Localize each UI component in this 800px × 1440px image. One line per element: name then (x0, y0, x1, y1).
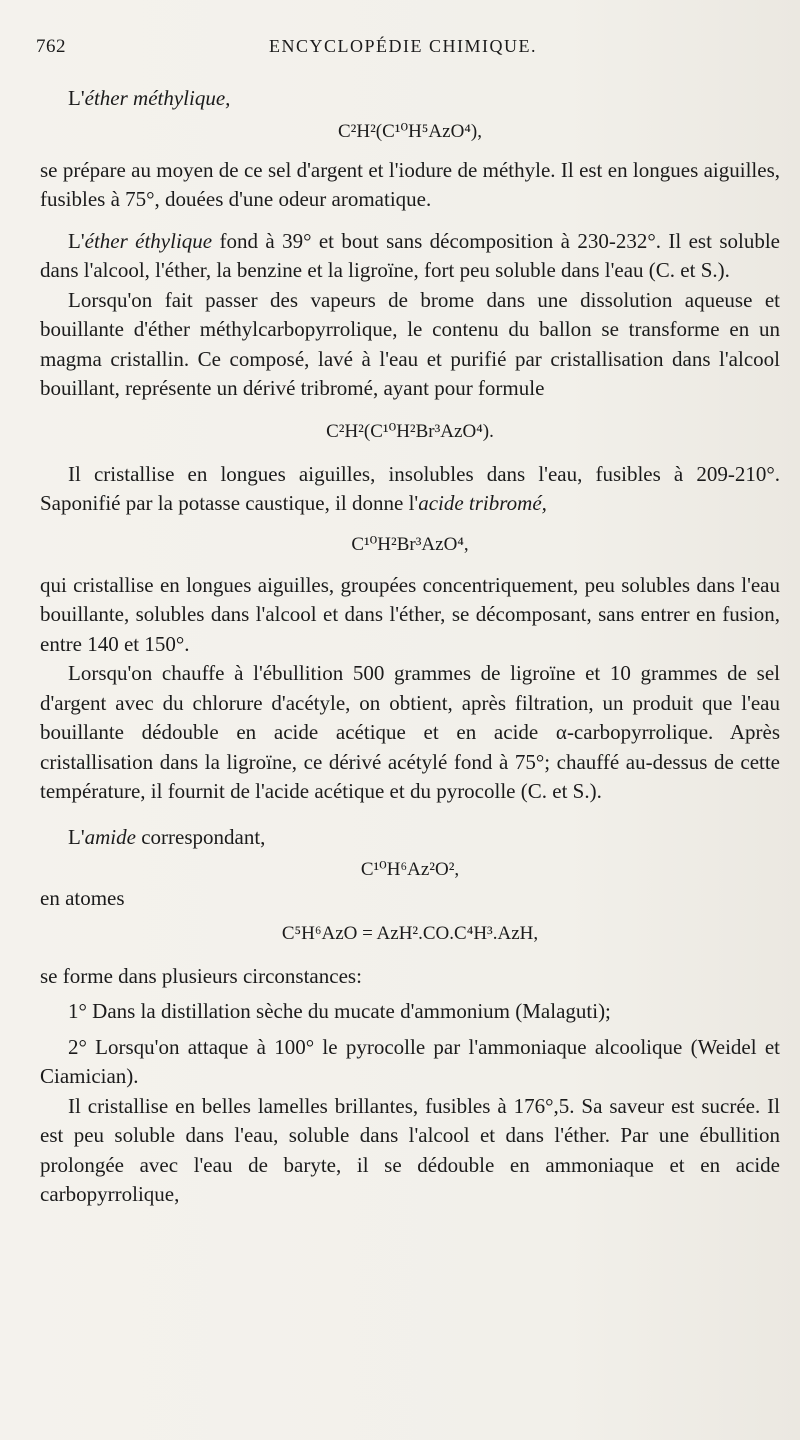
italic-term: acide tribromé, (418, 491, 547, 515)
paragraph-2: se prépare au moyen de ce sel d'argent et l'iodure de méthyle. Il est en longues aiguilles, fusibles à 75°, douées d'une odeur aromatique. (40, 157, 780, 211)
paragraph-7: Lorsqu'on chauffe à l'ébullition 500 grammes de ligroïne et 10 grammes de sel d'argent avec du chlorure d'acétyle, on obtient, après filtration, un produit que l'eau bouillante dédouble en acide acétique et en acide α-carbopyrrolique. Après cristallisation dans la ligroïne, ce dérivé acétylé fond à 75°; chauffé au-dessus de cette température, il fournit de l'acide acétique et du pyrocolle (C. et S.). (40, 661, 780, 803)
list-item-2: 2° Lorsqu'on attaque à 100° le pyrocolle par l'ammoniaque alcoolique (Weidel et Ciamician). (40, 1034, 780, 1088)
text-fragment: L' (68, 86, 85, 110)
formula-1: C²H²(C¹⁰H⁵AzO⁴), (337, 120, 483, 142)
paragraph-5 (40, 460, 780, 519)
paragraph-4: Lorsqu'on fait passer des vapeurs de brome dans une dissolution aqueuse et bouillante d'éther méthylcarbopyrrolique, le contenu du ballon se transforme en un magma cristallin. Ce composé, lavé à l'eau et purifié par cristallisation dans l'alcool bouillant, représente un dérivé tribromé, ayant pour formule (40, 287, 780, 400)
page-body (40, 78, 780, 1210)
formula-4: C¹⁰H⁶Az²O², (360, 859, 460, 880)
formula-2: C²H²(C¹⁰H²Br³AzO⁴). (326, 420, 494, 442)
paragraph-10: se forme dans plusieurs circonstances: (40, 963, 362, 988)
italic-term: éther méthylique, (84, 86, 231, 110)
italic-term: éther éthylique (84, 228, 213, 253)
text-fragment: fond à 39° et bout sans décomposition à 230-232°. Il est soluble dans l'alcool, l'éther, la benzine et la ligroïne, fort peu soluble dans l'eau (C. et S.). (40, 228, 780, 282)
paragraph-6: qui cristallise en longues aiguilles, groupées concentriquement, peu solubles dans l'eau bouillante, solubles dans l'alcool et dans l'éther, se décomposant, sans entrer en fusion, entre 140 et 150°. (40, 572, 780, 656)
paragraph-amide (40, 823, 780, 853)
paragraph-ether-ethylique (40, 227, 780, 286)
formula-5: C⁵H⁶AzO = AzH².CO.C⁴H³.AzH, (281, 922, 539, 944)
page-header (36, 36, 770, 66)
paragraph-9: en atomes (40, 886, 125, 910)
paragraph-13: Il cristallise en belles lamelles brillantes, fusibles à 176°,5. Sa saveur est sucrée. Il est peu soluble dans l'eau, soluble dans l'alcool et dans l'éther. Par une ébullition prolongée avec l'eau de baryte, il se dédouble en ammoniaque et en acide carbopyrrolique, (40, 1093, 780, 1206)
text-fragment: correspondant, (135, 824, 266, 849)
italic-term: amide (84, 824, 136, 849)
list-item-1: 1° Dans la distillation sèche du mucate d'ammonium (Malaguti); (68, 999, 611, 1023)
text-fragment: L' (68, 824, 85, 849)
running-title: ENCYCLOPÉDIE CHIMIQUE. (269, 36, 537, 56)
text-fragment: L' (68, 228, 85, 253)
text-fragment: Il cristallise en longues aiguilles, insolubles dans l'eau, fusibles à 209-210°. Saponifié par la potasse caustique, il donne l' (40, 461, 780, 515)
page-number: 762 (36, 36, 66, 57)
paragraph-ether-methylique (40, 84, 780, 114)
formula-3: C¹⁰H²Br³AzO⁴, (351, 533, 469, 555)
